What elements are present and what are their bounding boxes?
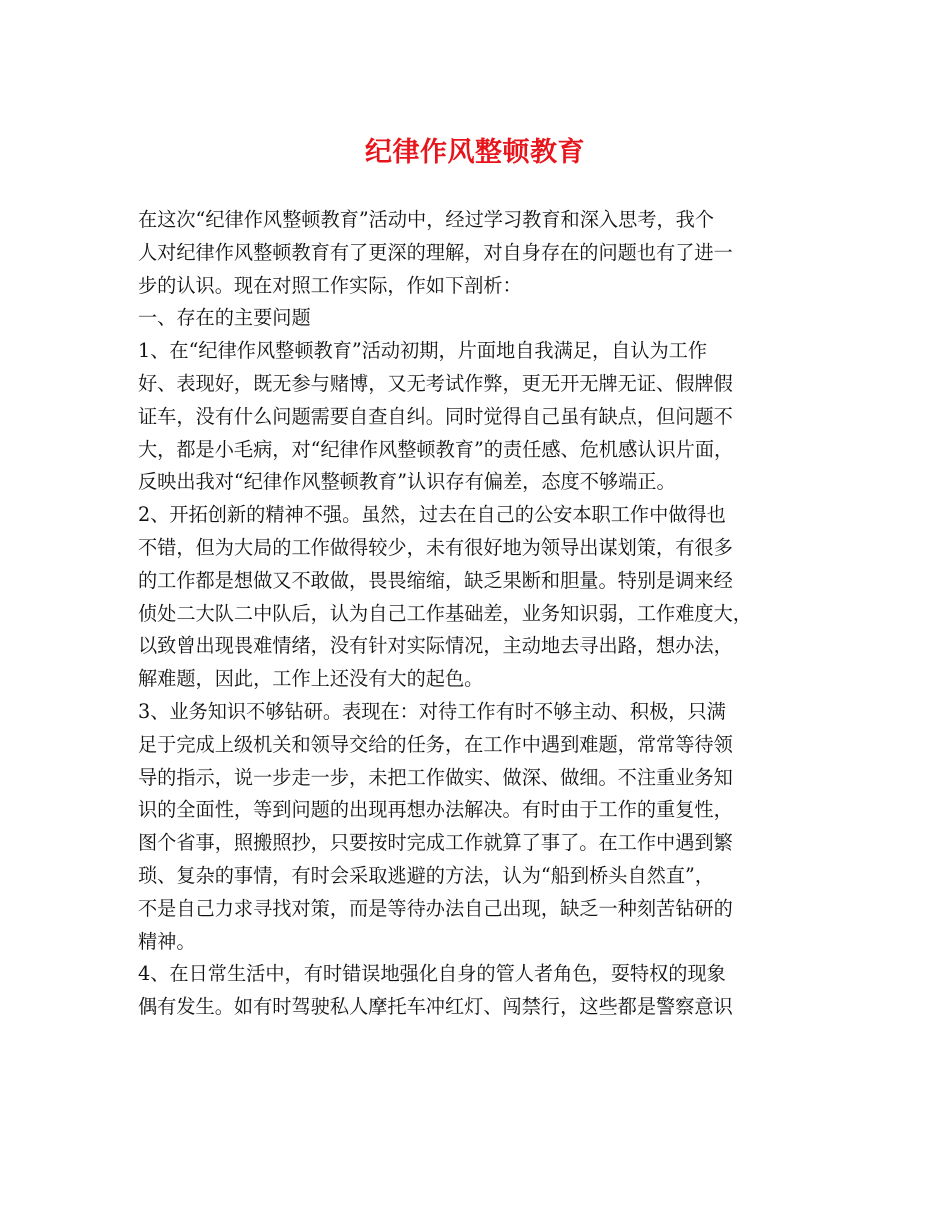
body-line: 不错，但为大局的工作做得较少，未有很好地为领导出谋划策，有很多 <box>138 535 733 559</box>
body-line: 人对纪律作风整顿教育有了更深的理解，对自身存在的问题也有了进一 <box>138 240 733 264</box>
body-line: 不是自己力求寻找对策，而是等待办法自己出现，缺乏一种刻苦钻研的 <box>138 896 733 920</box>
document-body <box>138 204 828 1024</box>
document-title: 纪律作风整顿教育 <box>365 137 585 168</box>
body-line: 偶有发生。如有时驾驶私人摩托车冲红灯、闯禁行，这些都是警察意识 <box>138 995 733 1019</box>
body-line: 大，都是小毛病，对“纪律作风整顿教育”的责任感、危机感认识片面， <box>138 437 734 461</box>
body-line: 反映出我对“纪律作风整顿教育”认识存有偏差，态度不够端正。 <box>138 470 676 494</box>
body-line: 4、在日常生活中，有时错误地强化自身的管人者角色，耍特权的现象 <box>138 962 726 986</box>
body-line: 识的全面性，等到问题的出现再想办法解决。有时由于工作的重复性， <box>138 798 733 822</box>
body-line: 步的认识。现在对照工作实际，作如下剖析： <box>138 273 522 297</box>
body-line: 琐、复杂的事情，有时会采取逃避的方法，认为“船到桥头自然直”， <box>138 863 715 887</box>
body-line: 导的指示，说一步走一步，未把工作做实、做深、做细。不注重业务知 <box>138 765 733 789</box>
body-line: 精神。 <box>138 929 196 953</box>
body-line: 2、开拓创新的精神不强。虽然，过去在自己的公安本职工作中做得也 <box>138 503 726 527</box>
body-line: 足于完成上级机关和领导交给的任务，在工作中遇到难题，常常等待领 <box>138 732 733 756</box>
body-line: 解难题，因此，工作上还没有大的起色。 <box>138 667 484 691</box>
body-line: 侦处二大队二中队后，认为自己工作基础差，业务知识弱，工作难度大， <box>138 601 752 625</box>
body-line: 好、表现好，既无参与赌博，又无考试作弊，更无开无牌无证、假牌假 <box>138 371 733 395</box>
body-line: 以致曾出现畏难情绪，没有针对实际情况，主动地去寻出路，想办法， <box>138 634 733 658</box>
body-line: 图个省事，照搬照抄，只要按时完成工作就算了事了。在工作中遇到繁 <box>138 831 733 855</box>
body-line: 在这次“纪律作风整顿教育”活动中，经过学习教育和深入思考，我个 <box>138 208 715 231</box>
body-line: 1、在“纪律作风整顿教育”活动初期，片面地自我满足，自认为工作 <box>138 339 708 363</box>
section-heading: 一、存在的主要问题 <box>138 306 311 330</box>
body-line: 证车，没有什么问题需要自查自纠。同时觉得自己虽有缺点，但问题不 <box>138 404 733 428</box>
body-line: 3、业务知识不够钻研。表现在：对待工作有时不够主动、积极，只满 <box>138 699 726 723</box>
body-line: 的工作都是想做又不敢做，畏畏缩缩，缺乏果断和胆量。特别是调来经 <box>138 568 733 592</box>
